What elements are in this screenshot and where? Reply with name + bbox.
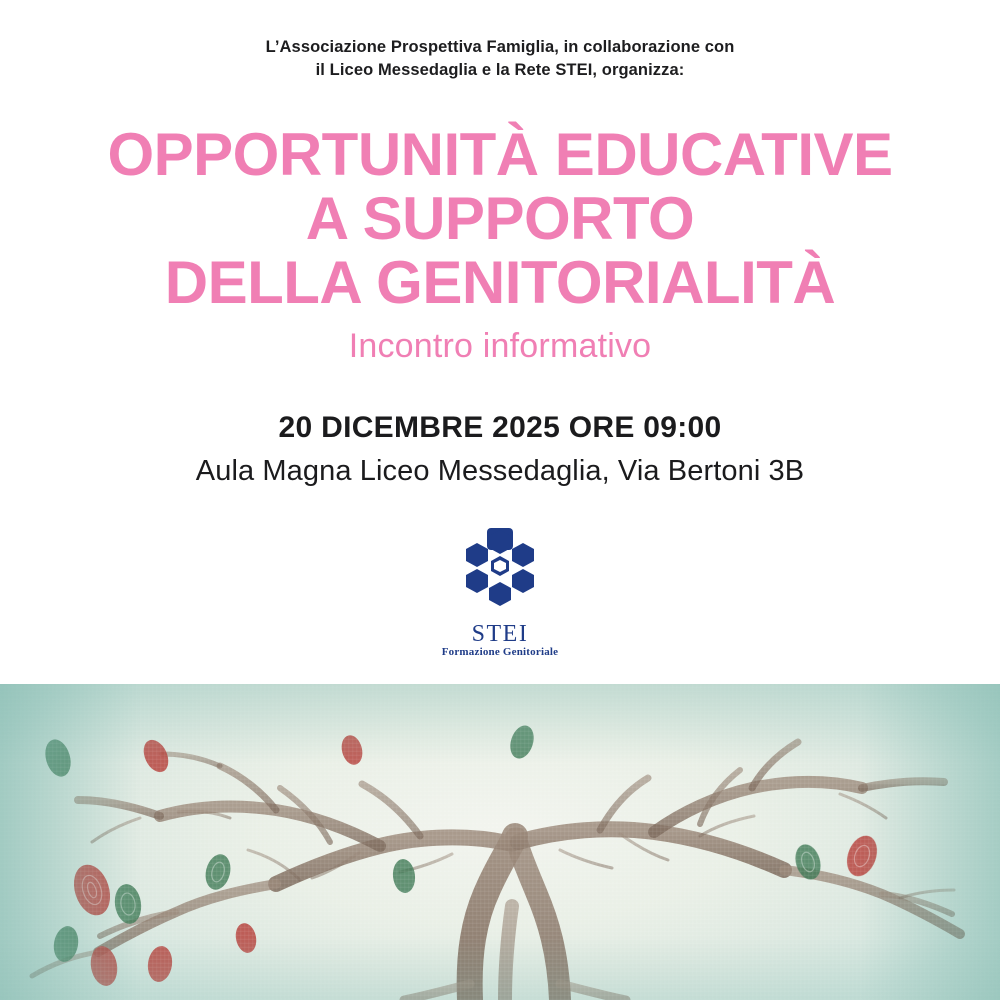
title-line-3: DELLA GENITORIALITÀ <box>164 249 836 317</box>
tree-with-fingerprint-leaves-illustration <box>0 684 1000 1000</box>
event-venue: Aula Magna Liceo Messedaglia, Via Bertoni 3B <box>195 455 805 487</box>
stei-hexagon-ring-logo-icon <box>448 524 552 612</box>
intro-text <box>0 36 1000 83</box>
stei-logo <box>0 524 1000 658</box>
title-line-1: OPPORTUNITÀ EDUCATIVE <box>107 121 893 188</box>
title-line-2: A SUPPORTO <box>305 185 695 253</box>
event-datetime: 20 DICEMBRE 2025 ORE 09:00 <box>278 411 722 444</box>
intro-line-1: L’Associazione Prospettiva Famiglia, in collaborazione con <box>265 38 735 56</box>
stei-logo-tagline: Formazione Genitoriale <box>441 646 559 658</box>
stei-logo-name: STEI <box>471 621 529 647</box>
intro-line-2: il Liceo Messedaglia e la Rete STEI, organizza: <box>315 61 685 80</box>
page-title <box>0 121 1000 317</box>
artwork-vignette <box>0 684 1000 1000</box>
subtitle: Incontro informativo <box>348 327 652 365</box>
